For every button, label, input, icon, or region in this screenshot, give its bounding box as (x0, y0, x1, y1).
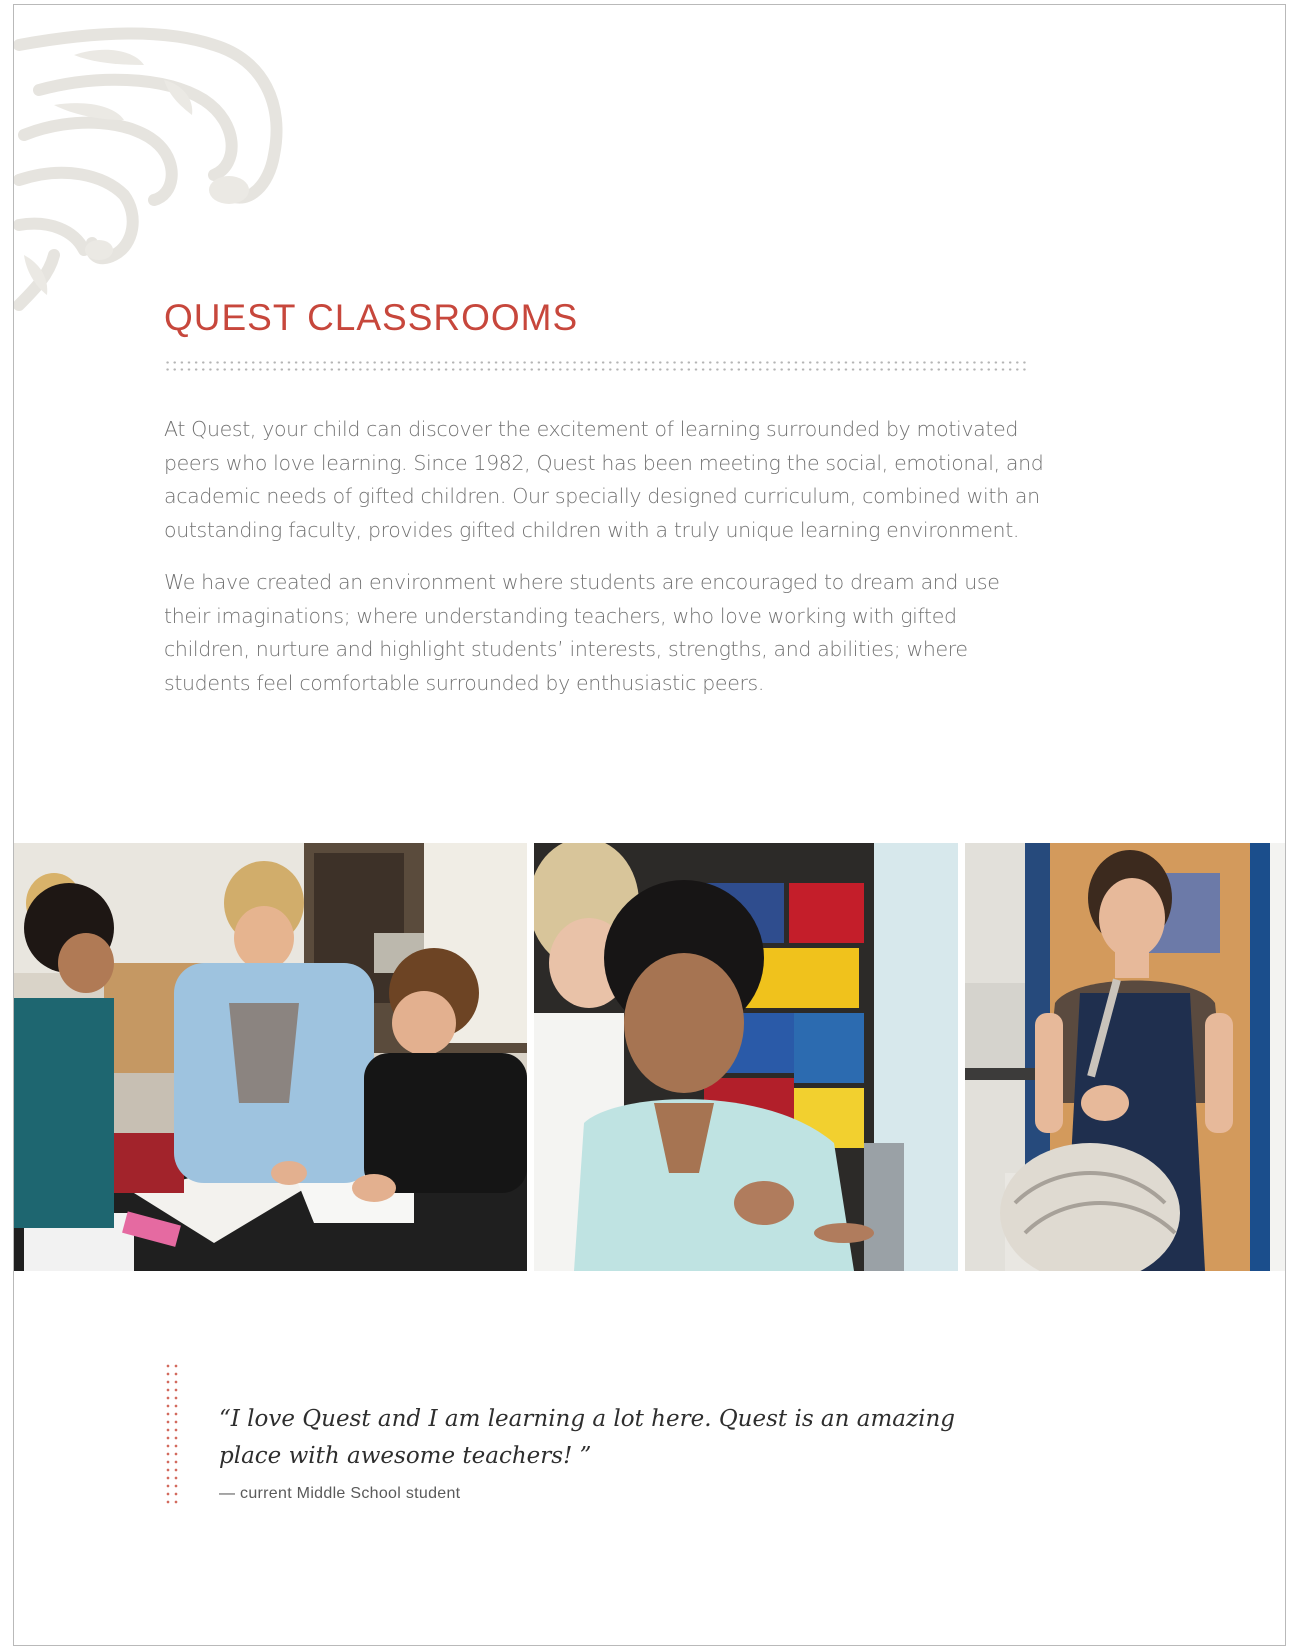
quote-text: “I love Quest and I am learning a lot here. Quest is an amazing place with awesome teachers! ” (219, 1406, 956, 1469)
dotted-divider (164, 359, 1030, 373)
teacher-with-child-photo (534, 843, 958, 1271)
intro-paragraph: We have created an environment where students are encouraged to dream and use their imaginations; where understanding teachers, who love working with gifted children, nurture and highlight students’ interests, strengths, and abilities; where students feel comfortable surrounded by enthusiastic peers. (164, 570, 1000, 695)
intro-text (164, 413, 1044, 700)
student-art-project-photo (965, 843, 1286, 1271)
intro-paragraph: At Quest, your child can discover the excitement of learning surrounded by motivated peers who love learning. Since 1982, Quest has been meeting the social, emotional, and academic needs of gifted children. Our specially designed curriculum, combined with an outstanding faculty, provides gifted children with a truly unique learning environment. (164, 417, 1044, 542)
photo-strip (14, 843, 1286, 1271)
quote-dotted-accent (164, 1362, 178, 1506)
page (13, 4, 1286, 1646)
quote-attribution: — current Middle School student (219, 1485, 461, 1502)
classroom-students-photo (14, 843, 527, 1271)
page-title: QUEST CLASSROOMS (164, 297, 579, 338)
